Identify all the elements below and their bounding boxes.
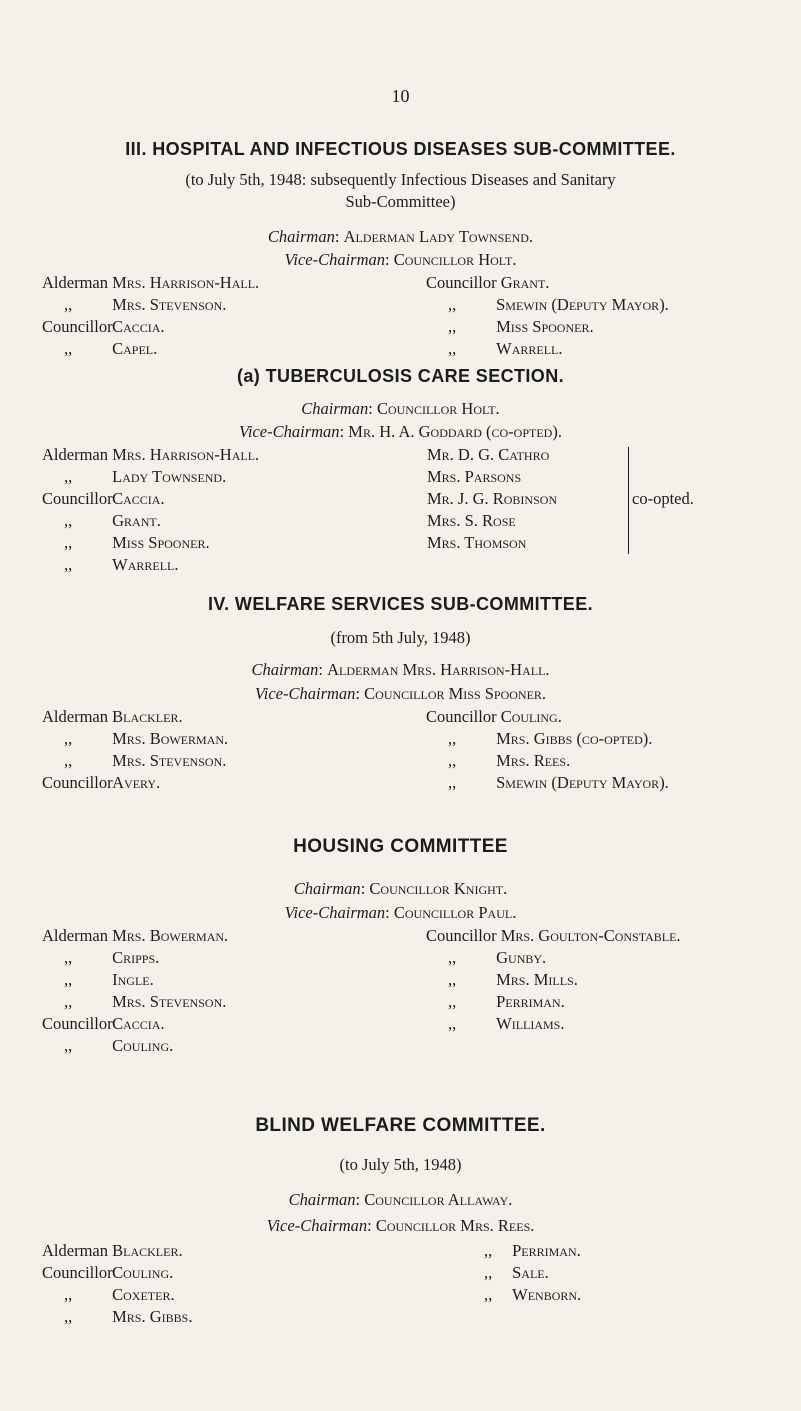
blind-vice-chairman: Vice-Chairman: Councillor Mrs. Rees. (266, 1216, 535, 1235)
member-row: Alderman Mrs. Harrison-Hall. (42, 273, 260, 292)
member-row: ,, Gunby. (448, 948, 547, 967)
welfare-note: (from 5th July, 1948) (330, 628, 471, 647)
member-row: Councillor Grant. (426, 273, 550, 292)
member-row: ,, Perriman. (484, 1241, 581, 1260)
member-row: ,, Smewin (Deputy Mayor). (448, 295, 669, 314)
member-row: ,, Cripps. (64, 948, 160, 967)
housing-members-right (426, 925, 681, 1035)
member-row: Alderman Blackler. (42, 1241, 183, 1260)
tb-members-left (42, 444, 259, 576)
member-row: ,, Smewin (Deputy Mayor). (448, 773, 669, 792)
member-row: ,, Couling. (64, 1036, 174, 1055)
member-row: ,, Warrell. (64, 555, 179, 574)
coopted-brace (621, 447, 629, 554)
member-row: ,, Ingle. (64, 970, 154, 989)
member-row: ,, Mrs. Gibbs. (64, 1307, 193, 1326)
welfare-vice-chairman: Vice-Chairman: Councillor Miss Spooner. (254, 684, 547, 703)
member-row: ,, Perriman. (448, 992, 565, 1011)
housing-vice-chairman: Vice-Chairman: Councillor Paul. (284, 903, 517, 922)
member-row: ,, Mrs. Rees. (448, 751, 571, 770)
hospital-note-line1: (to July 5th, 1948: subsequently Infectious Diseases and Sanitary (185, 170, 616, 189)
welfare-members-right (426, 706, 669, 794)
hospital-members-left (42, 272, 259, 360)
hospital-members-right (426, 272, 669, 360)
blind-members-right (484, 1240, 581, 1306)
welfare-members-left (42, 706, 228, 794)
member-row: Councillor Avery. (42, 773, 161, 792)
hospital-note-line2: Sub-Committee) (345, 192, 456, 211)
member-row: Councillor Caccia. (42, 489, 165, 508)
hospital-heading: III. HOSPITAL AND INFECTIOUS DISEASES SUB-COMMITTEE. (125, 139, 676, 159)
housing-heading: HOUSING COMMITTEE (293, 836, 508, 857)
tb-heading: (a) TUBERCULOSIS CARE SECTION. (236, 366, 565, 386)
member-row: ,, Capel. (64, 339, 158, 358)
member-row: Councillor Couling. (426, 707, 562, 726)
page-number: 10 (391, 86, 410, 106)
member-row: ,, Mrs. Stevenson. (64, 751, 227, 770)
housing-members-left (42, 925, 228, 1057)
blind-heading: BLIND WELFARE COMMITTEE. (255, 1115, 546, 1136)
coopted-label: co-opted. (632, 489, 694, 508)
coopted-member: Mr. J. G. Robinson (427, 489, 558, 508)
member-row: ,, Grant. (64, 511, 161, 530)
tb-coopted-members (427, 444, 557, 554)
coopted-member: Mrs. Parsons (427, 467, 522, 486)
member-row: Councillor Mrs. Goulton-Constable. (426, 926, 681, 945)
blind-members-left (42, 1240, 192, 1328)
member-row: ,, Miss Spooner. (448, 317, 594, 336)
member-row: Councillor Caccia. (42, 317, 165, 336)
blind-note: (to July 5th, 1948) (339, 1155, 462, 1174)
welfare-heading: IV. WELFARE SERVICES SUB-COMMITTEE. (207, 594, 594, 614)
hospital-chairman: Chairman: Alderman Lady Townsend. (267, 227, 534, 246)
member-row: ,, Sale. (484, 1263, 549, 1282)
member-row: ,, Williams. (448, 1014, 565, 1033)
member-row: Councillor Couling. (42, 1263, 174, 1282)
member-row: Alderman Mrs. Harrison-Hall. (42, 445, 260, 464)
member-row: ,, Mrs. Stevenson. (64, 295, 227, 314)
coopted-member: Mrs. Thomson (427, 533, 527, 552)
member-row: ,, Wenborn. (484, 1285, 582, 1304)
tb-vice-chairman: Vice-Chairman: Mr. H. A. Goddard (co-opted). (239, 422, 562, 441)
coopted-member: Mr. D. G. Cathro (427, 445, 550, 464)
coopted-member: Mrs. S. Rose (427, 511, 516, 530)
member-row: ,, Lady Townsend. (64, 467, 227, 486)
member-row: Councillor Caccia. (42, 1014, 165, 1033)
housing-chairman: Chairman: Councillor Knight. (293, 879, 508, 898)
hospital-vice-chairman: Vice-Chairman: Councillor Holt. (284, 250, 517, 269)
member-row: ,, Warrell. (448, 339, 563, 358)
member-row: ,, Mrs. Stevenson. (64, 992, 227, 1011)
member-row: ,, Mrs. Gibbs (co-opted). (448, 729, 653, 748)
member-row: Alderman Blackler. (42, 707, 183, 726)
member-row: ,, Mrs. Mills. (448, 970, 578, 989)
member-row: Alderman Mrs. Bowerman. (42, 926, 229, 945)
member-row: ,, Miss Spooner. (64, 533, 210, 552)
member-row: ,, Mrs. Bowerman. (64, 729, 229, 748)
welfare-chairman: Chairman: Alderman Mrs. Harrison-Hall. (251, 660, 550, 679)
member-row: ,, Coxeter. (64, 1285, 175, 1304)
tb-chairman: Chairman: Councillor Holt. (301, 399, 500, 418)
blind-chairman: Chairman: Councillor Allaway. (288, 1190, 513, 1209)
